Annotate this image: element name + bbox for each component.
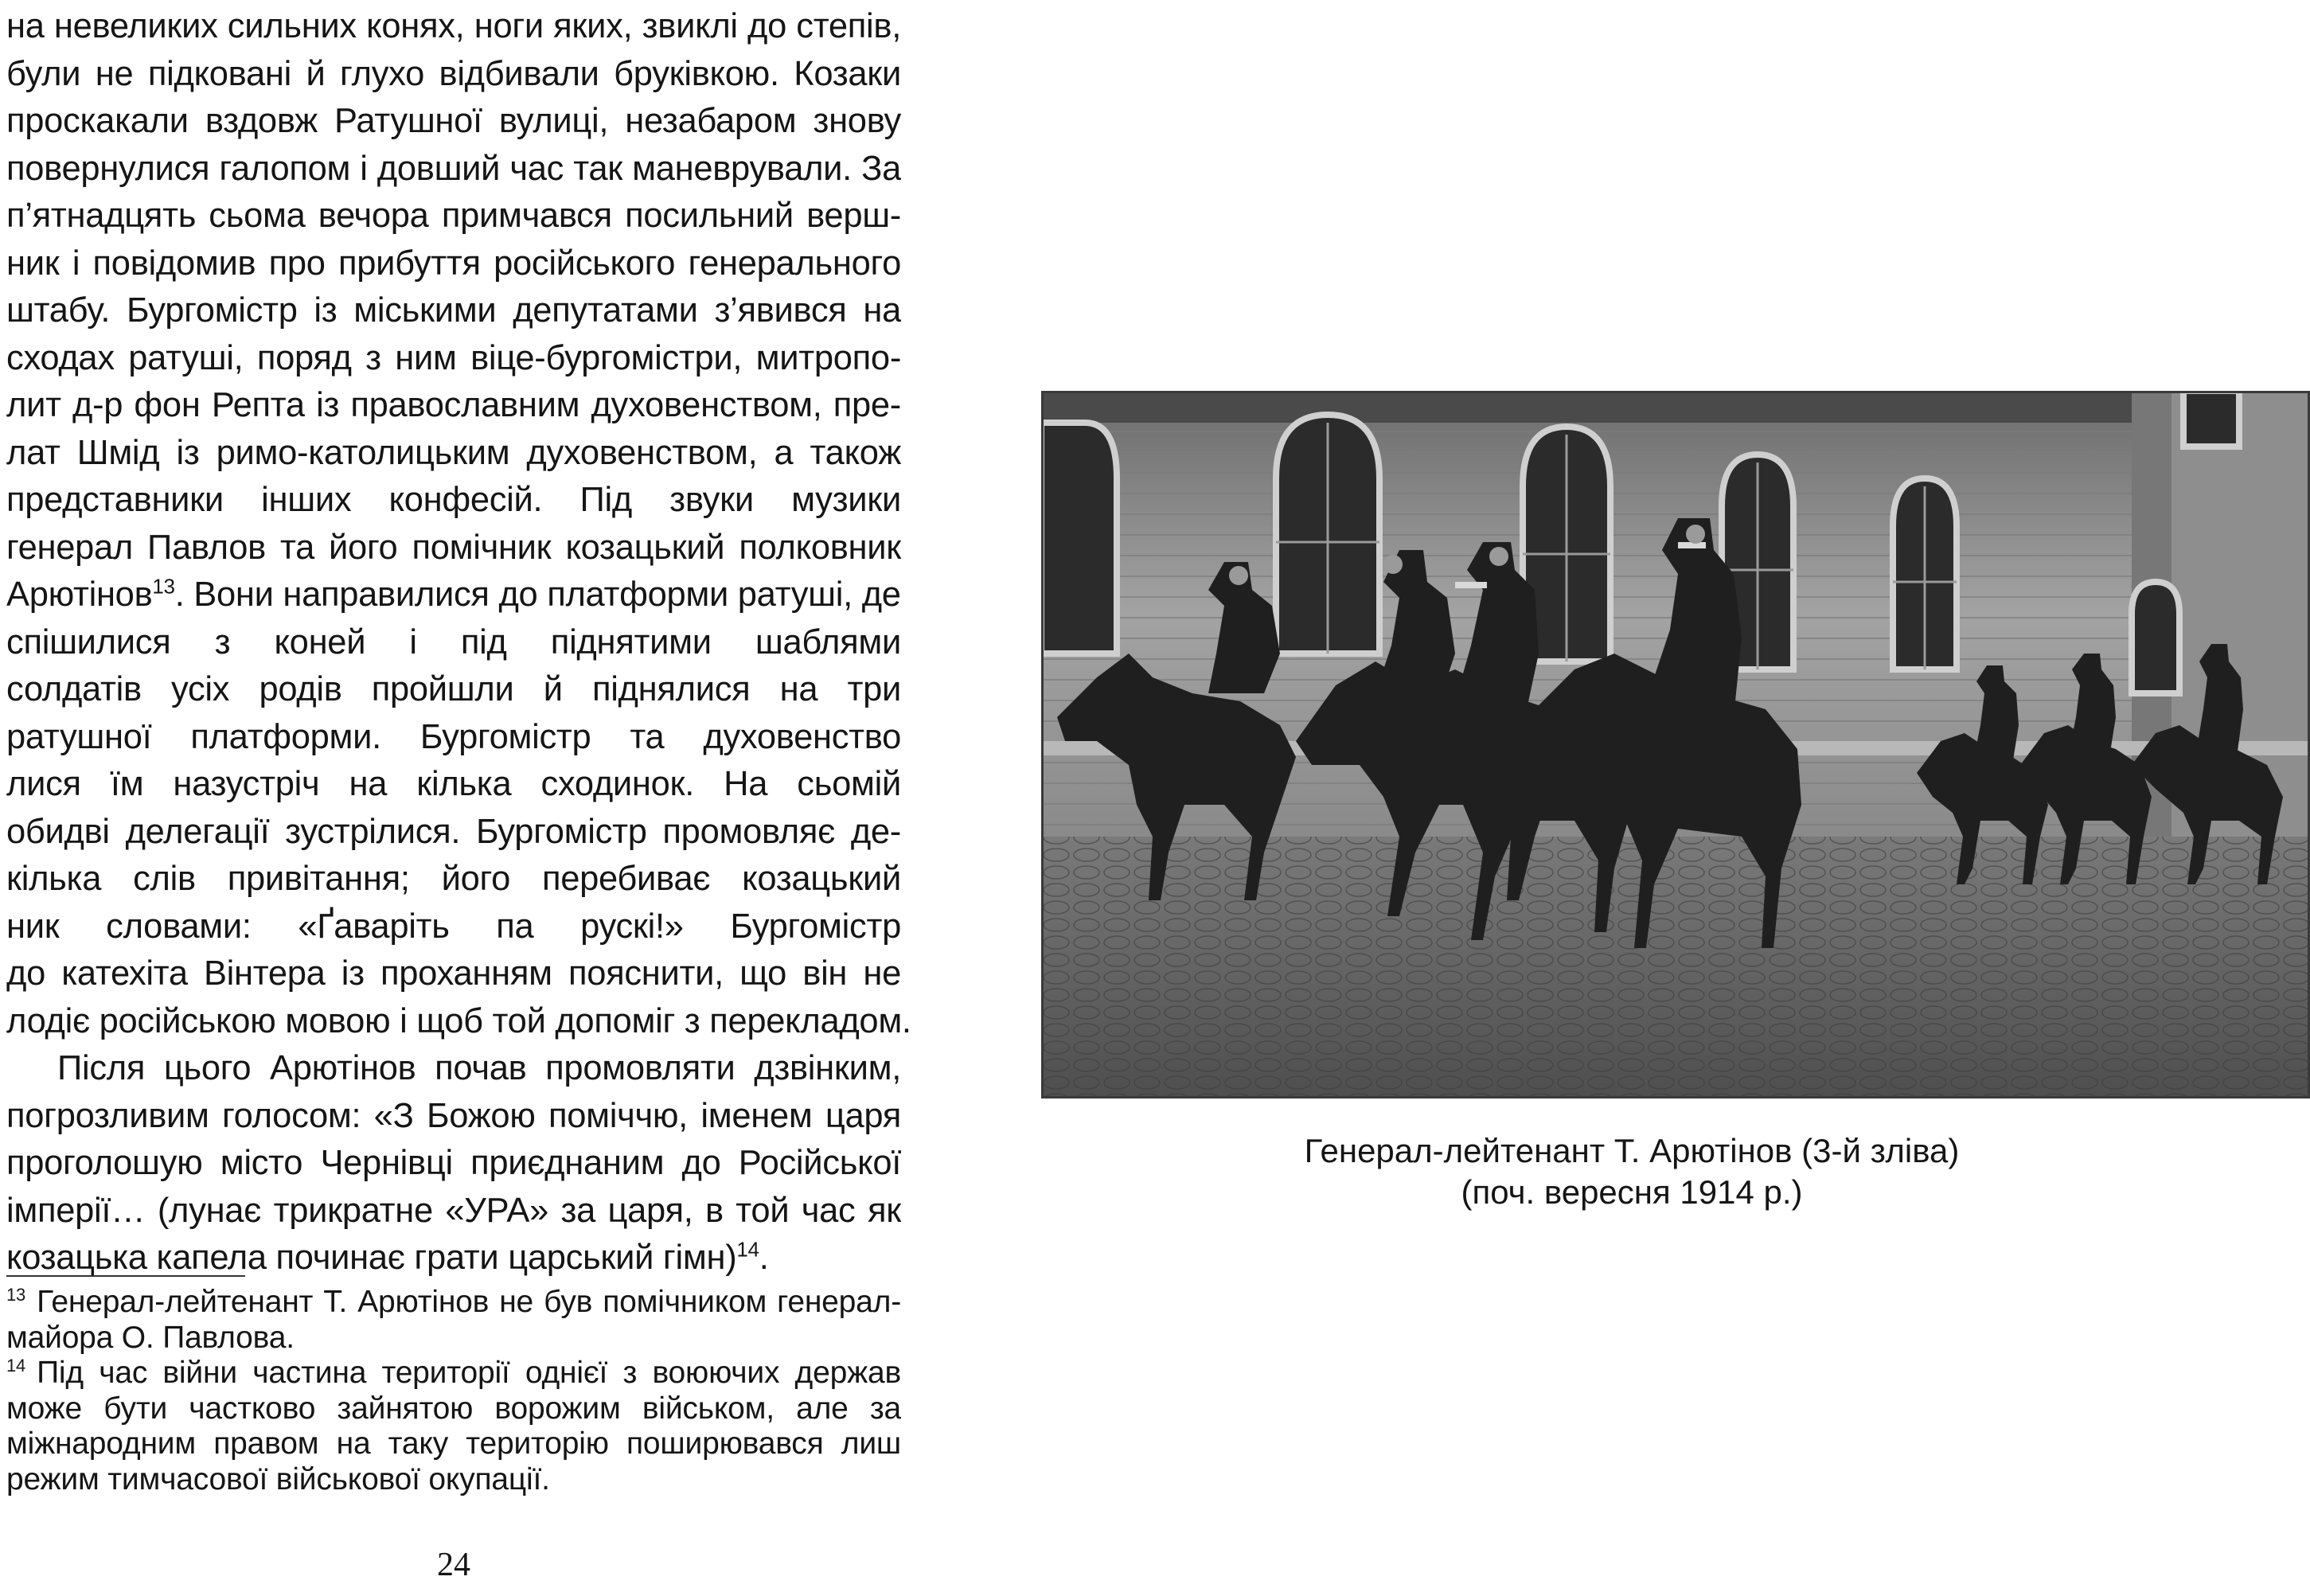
footnote-ref-14[interactable]: 14 [736,1237,759,1262]
text-fragment: Арютінов [6,576,153,614]
caption-line: Генерал-лейтенант Т. Арютінов (3-й зліва) [1304,1132,1960,1169]
text-line: були не підковані й глухо відбивали бруківкою. Козаки [6,54,901,93]
footnote-line: може бути частково зайнятою ворожим військом, але за [6,1391,901,1426]
footnote-ref-13[interactable]: 13 [152,574,175,599]
text-line: штабу. Бургомістр із міськими депутатами з’явився на [6,291,901,330]
footnote-number: 14 [6,1356,26,1376]
text-line: п’ятнадцять сьома вечора примчався посильний верш- [6,197,901,235]
text-line: лат Шмід із римо-католицьким духовенством, а також [6,433,901,472]
right-page [907,0,2310,1596]
text-line: лися їм назустріч на кілька сходинок. На сьомій [6,765,901,803]
text-line: проголошую місто Чернівці приєднаним до Російської [6,1144,901,1182]
text-line [6,572,901,619]
footnote-number: 13 [6,1285,26,1305]
text-line: генерал Павлов та його помічник козацький полковник [6,528,901,567]
text-line: ник словами: «Ґаваріть па рускі!» Бургомістр [6,907,901,946]
footnote-text: Генерал-лейтенант Т. Арютінов не був помічником генерал- [37,1285,901,1319]
text-line: обидві делегації зустрілися. Бургомістр промовляє де- [6,812,901,851]
text-fragment: козацька капела починає грати царський гімн) [6,1239,737,1277]
text-line: спішилися з коней і під піднятими шаблями [6,622,901,661]
left-page [0,0,911,1596]
text-line: на невеликих сильних конях, ноги яких, звиклі до степів, [6,7,901,45]
text-line: проскакали вздовж Ратушної вулиці, незабаром знову [6,102,901,140]
text-line: кілька слів привітання; його перебиває козацький [6,860,901,898]
text-line: погрозливим голосом: «З Божою поміччю, іменем царя [6,1096,901,1135]
text-line: Після цього Арютінов почав промовляти дзвінким, [57,1049,901,1087]
text-line: повернулися галопом і довший час так маневрували. За [6,149,901,188]
text-line: ник і повідомив про прибуття російського генерального [6,244,901,283]
footnote-divider [6,1275,245,1277]
footnote-14 [6,1356,901,1391]
footnote-13 [6,1285,901,1321]
text-line: представники інших конфесій. Під звуки музики [6,481,901,519]
footnote-text: Під час війни частина території однієї з воюючих держав [37,1356,901,1390]
page-number: 24 [437,1547,470,1583]
text-line: солдатів усіх родів пройшли й піднялися на три [6,670,901,708]
caption-line: (поч. вересня 1914 р.) [1461,1173,1803,1211]
cobblestone-street [1041,837,2310,1098]
cavalry-photo [1041,391,2310,1098]
footnote-line: режим тимчасової військової окупації. [6,1461,550,1496]
main-text [6,3,911,1282]
text-line: імперії… (лунає трикратне «УРА» за царя, в той час як [6,1191,901,1230]
text-line: ратушної платформи. Бургомістр та духовенство [6,717,901,756]
footnote-line: майора О. Павлова. [6,1320,295,1355]
text-line: лит д-р фон Репта із православним духовенством, пре- [6,386,901,424]
text-fragment: . [759,1239,769,1277]
text-line: сходах ратуші, поряд з ним віце-бургомістри, митропо- [6,338,901,377]
footnote-line: міжнародним правом на таку територію поширювався лиш [6,1426,901,1461]
footnotes [6,1285,901,1497]
figure-caption [1098,1130,2165,1213]
text-fragment: . Вони направилися до платформи ратуші, де [174,576,901,614]
text-line: лодіє російською мовою і щоб той допоміг з перекладом. [6,1001,911,1040]
text-line: до катехіта Вінтера із проханням пояснити, що він не [6,954,901,993]
